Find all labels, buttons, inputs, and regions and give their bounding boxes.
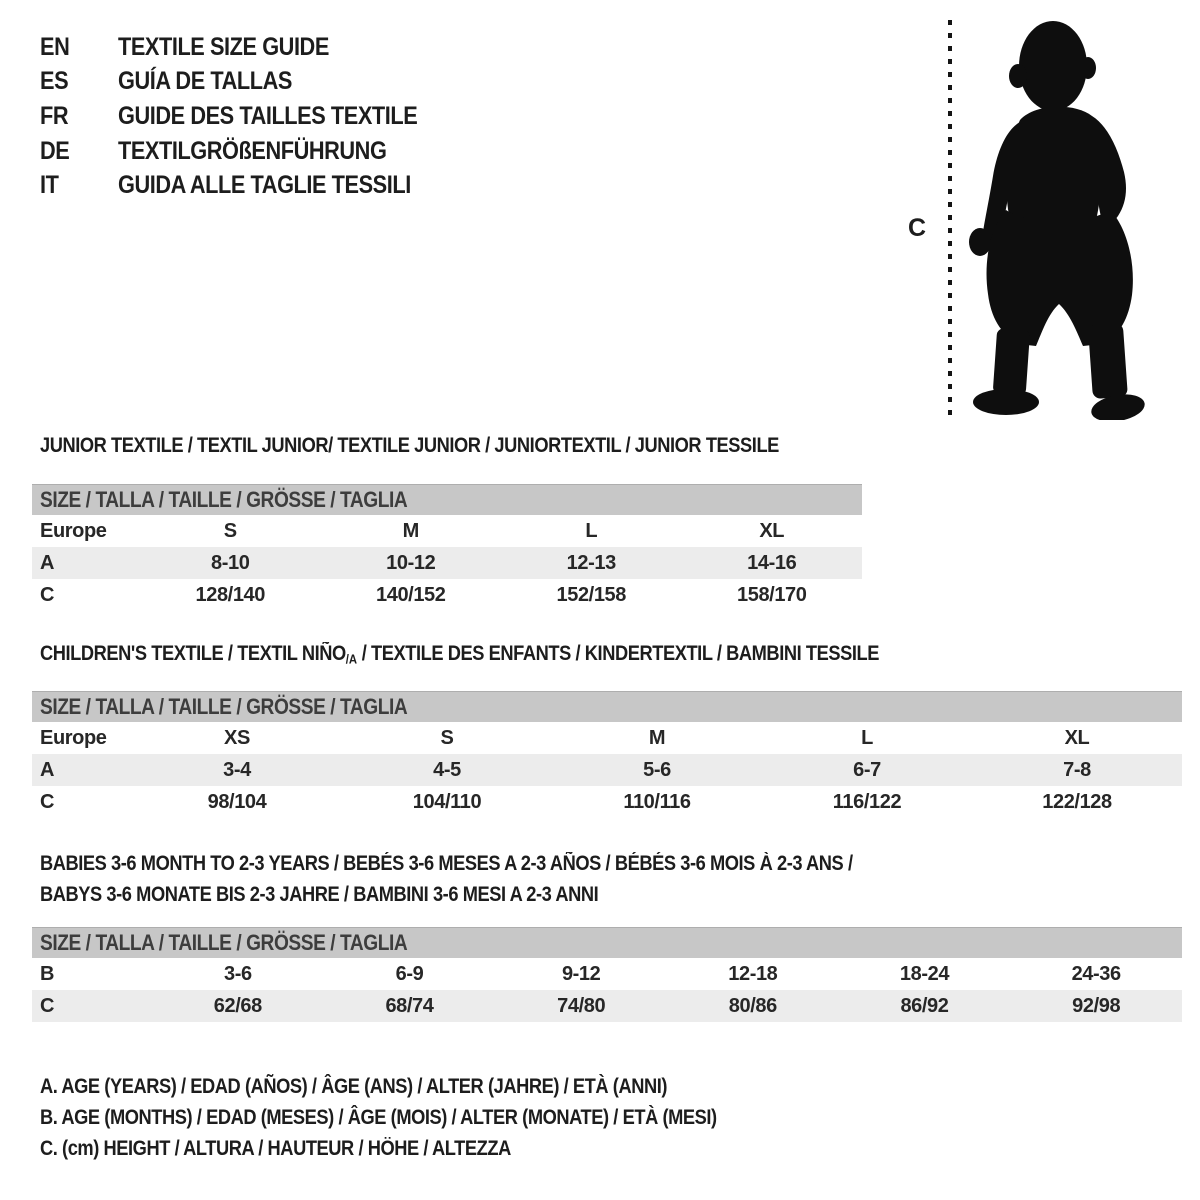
height-cell: 98/104 bbox=[207, 790, 267, 813]
age-cell: 10-12 bbox=[386, 551, 436, 574]
guide-title-de: TEXTILGRÖßENFÜHRUNG bbox=[118, 136, 387, 165]
guide-title-fr: GUIDE DES TAILLES TEXTILE bbox=[118, 101, 418, 130]
height-cell: 152/158 bbox=[556, 583, 626, 606]
size-table-babies bbox=[32, 927, 1182, 1022]
table-row-age-months bbox=[32, 958, 1182, 990]
height-cell: 74/80 bbox=[557, 994, 606, 1017]
table-row-age-years bbox=[32, 547, 862, 579]
row-label: A bbox=[40, 758, 55, 781]
size-cell: S bbox=[223, 519, 237, 542]
age-cell: 7-8 bbox=[1063, 758, 1091, 781]
table-row-europe bbox=[32, 515, 862, 547]
legend-height-cm: C. (cm) HEIGHT / ALTURA / HAUTEUR / HÖHE / ALTEZZA bbox=[40, 1137, 511, 1160]
age-cell: 14-16 bbox=[747, 551, 797, 574]
guide-title-es: GUÍA DE TALLAS bbox=[118, 67, 292, 96]
age-cell: 6-7 bbox=[853, 758, 881, 781]
age-cell: 5-6 bbox=[643, 758, 671, 781]
section-title-babies-line1: BABIES 3-6 MONTH TO 2-3 YEARS / BEBÉS 3-6 MESES A 2-3 AÑOS / BÉBÉS 3-6 MOIS À 2-3 ANS / bbox=[40, 852, 853, 875]
row-label: Europe bbox=[40, 726, 107, 749]
height-cell: 80/86 bbox=[728, 994, 777, 1017]
language-row-es bbox=[40, 65, 462, 100]
row-label: B bbox=[40, 962, 55, 985]
height-cell: 104/110 bbox=[412, 790, 482, 813]
row-label: C bbox=[40, 790, 55, 813]
size-header-row bbox=[32, 691, 1182, 722]
language-row-de bbox=[40, 134, 462, 169]
row-label: A bbox=[40, 551, 55, 574]
height-cell: 62/68 bbox=[213, 994, 262, 1017]
section-title-children: CHILDREN'S TEXTILE / TEXTIL $NIÑO_{/A}$ / TEXTILE DES ENFANTS / KINDERTEXTIL / BAMBINI TESSILE bbox=[40, 642, 879, 667]
age-cell: 18-24 bbox=[899, 962, 950, 985]
table-row-height bbox=[32, 990, 1182, 1022]
size-table-children bbox=[32, 691, 1182, 818]
age-cell: 8-10 bbox=[211, 551, 250, 574]
height-cell: 158/170 bbox=[737, 583, 807, 606]
language-row-fr bbox=[40, 99, 462, 134]
size-header-row bbox=[32, 484, 862, 515]
size-table-junior bbox=[32, 484, 862, 611]
age-cell: 4-5 bbox=[433, 758, 461, 781]
height-cell: 110/116 bbox=[623, 790, 691, 813]
language-code: EN bbox=[40, 32, 70, 61]
height-cell: 116/122 bbox=[832, 790, 902, 813]
toddler-silhouette-graphic bbox=[896, 14, 1148, 420]
language-row-en bbox=[40, 30, 462, 65]
table-row-height bbox=[32, 786, 1182, 818]
size-header-label: SIZE / TALLA / TAILLE / GRÖSSE / TAGLIA bbox=[40, 694, 408, 719]
language-row-it bbox=[40, 168, 462, 203]
height-cell: 122/128 bbox=[1042, 790, 1112, 813]
legend-age-months: B. AGE (MONTHS) / EDAD (MESES) / ÂGE (MOIS) / ALTER (MONATE) / ETÀ (MESI) bbox=[40, 1106, 717, 1129]
height-cell: 128/140 bbox=[195, 583, 265, 606]
language-code: DE bbox=[40, 136, 70, 165]
table-row-height bbox=[32, 579, 862, 611]
guide-title-en: TEXTILE SIZE GUIDE bbox=[118, 32, 329, 61]
section-title-babies-line2: BABYS 3-6 MONATE BIS 2-3 JAHRE / BAMBINI 3-6 MESI A 2-3 ANNI bbox=[40, 883, 599, 906]
language-code: IT bbox=[40, 171, 59, 200]
size-header-label: SIZE / TALLA / TAILLE / GRÖSSE / TAGLIA bbox=[40, 930, 408, 955]
size-cell: M bbox=[648, 726, 666, 749]
legend-age-years: A. AGE (YEARS) / EDAD (AÑOS) / ÂGE (ANS) / ALTER (JAHRE) / ETÀ (ANNI) bbox=[40, 1075, 668, 1098]
language-code: ES bbox=[40, 67, 69, 96]
size-cell: L bbox=[861, 726, 873, 749]
age-cell: 9-12 bbox=[561, 962, 601, 985]
size-cell: XL bbox=[759, 519, 785, 542]
language-code: FR bbox=[40, 101, 69, 130]
age-cell: 6-9 bbox=[395, 962, 424, 985]
age-cell: 12-13 bbox=[566, 551, 616, 574]
section-title-junior: JUNIOR TEXTILE / TEXTIL JUNIOR/ TEXTILE JUNIOR / JUNIORTEXTIL / JUNIOR TESSILE bbox=[40, 434, 779, 457]
size-cell: M bbox=[402, 519, 419, 542]
size-cell: XS bbox=[224, 726, 250, 749]
size-cell: XL bbox=[1064, 726, 1090, 749]
age-cell: 12-18 bbox=[728, 962, 778, 985]
language-title-list bbox=[40, 30, 462, 203]
height-cell: 68/74 bbox=[385, 994, 434, 1017]
size-cell: L bbox=[585, 519, 598, 542]
row-label: C bbox=[40, 583, 55, 606]
size-header-row bbox=[32, 927, 1182, 958]
row-label: Europe bbox=[40, 519, 107, 542]
height-cell: 86/92 bbox=[900, 994, 949, 1017]
size-cell: S bbox=[440, 726, 454, 749]
age-cell: 3-4 bbox=[223, 758, 251, 781]
guide-title-it: GUIDA ALLE TAGLIE TESSILI bbox=[118, 171, 411, 200]
height-measure-figure bbox=[896, 14, 1148, 420]
size-header-label: SIZE / TALLA / TAILLE / GRÖSSE / TAGLIA bbox=[40, 487, 408, 512]
nino-a-subscript: /A bbox=[345, 651, 358, 667]
toddler-silhouette bbox=[969, 21, 1147, 420]
age-cell: 3-6 bbox=[223, 962, 252, 985]
table-row-europe bbox=[32, 722, 1182, 754]
height-cell: 92/98 bbox=[1072, 994, 1121, 1017]
measure-label-c: C bbox=[908, 214, 927, 242]
legend bbox=[40, 1075, 818, 1168]
table-row-age-years bbox=[32, 754, 1182, 786]
height-cell: 140/152 bbox=[376, 583, 446, 606]
row-label: C bbox=[40, 994, 55, 1017]
age-cell: 24-36 bbox=[1071, 962, 1121, 985]
